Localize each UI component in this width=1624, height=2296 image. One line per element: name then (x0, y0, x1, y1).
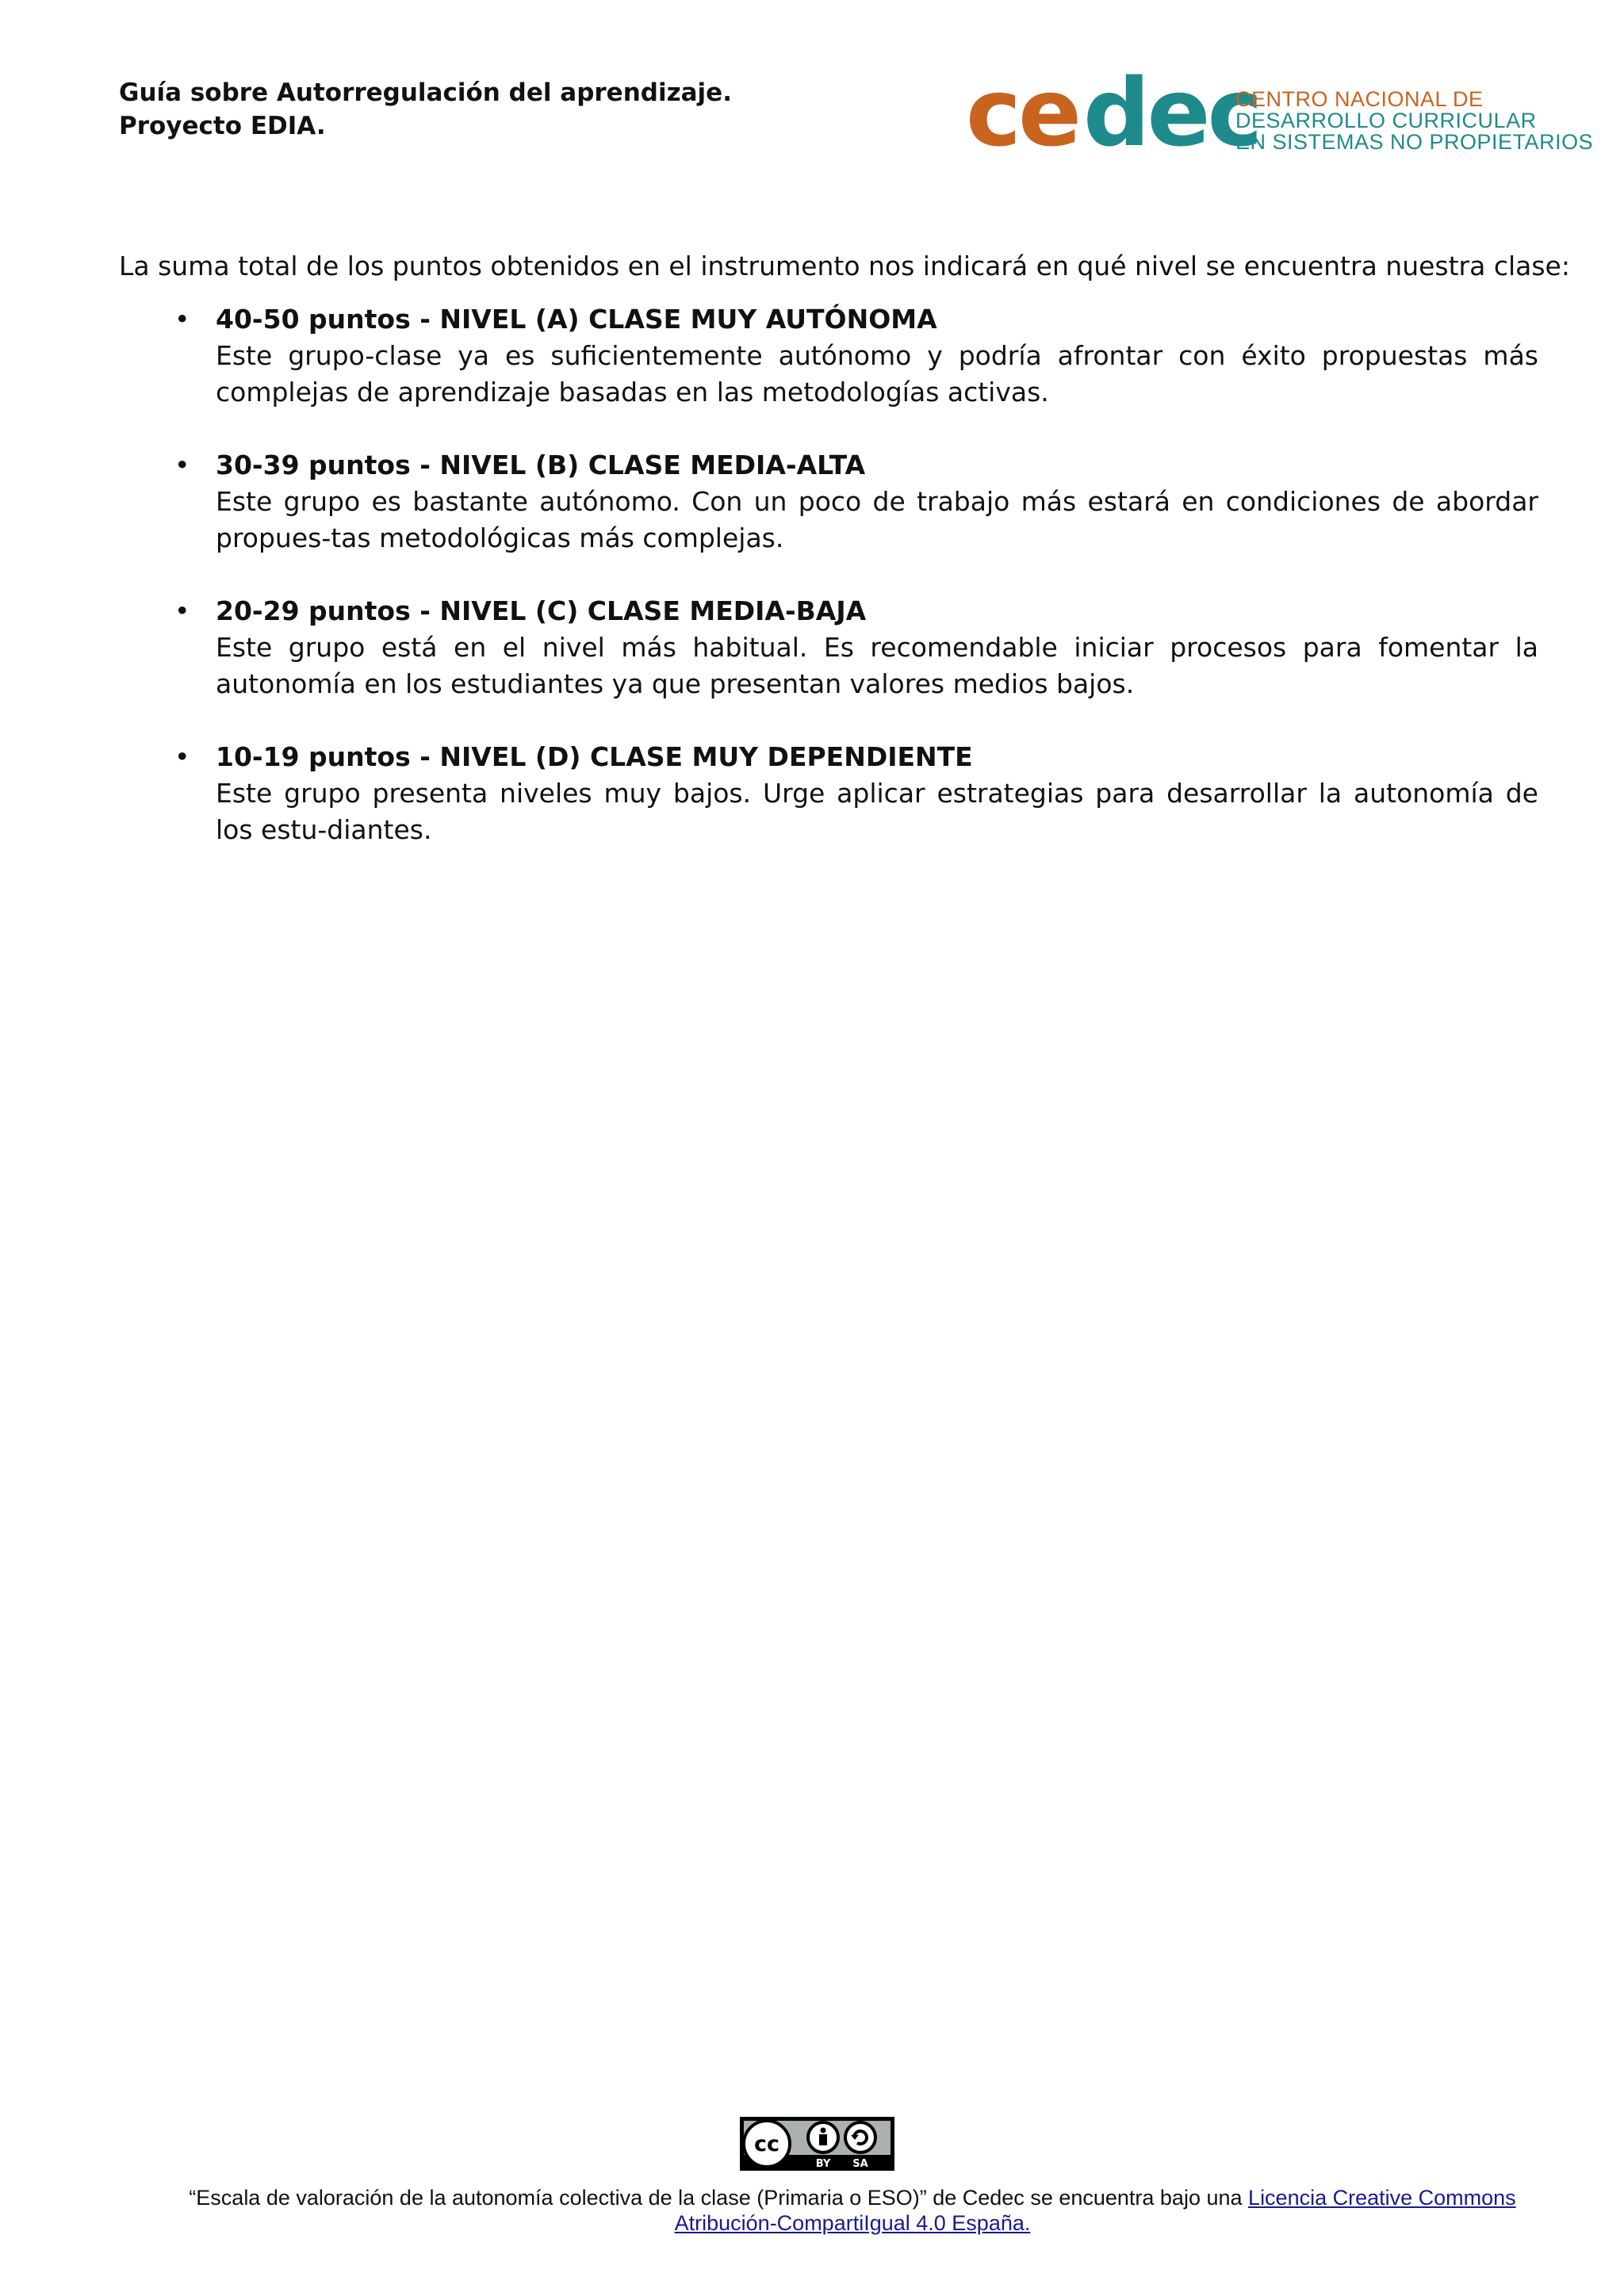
logo-word-part-1: ce (966, 58, 1078, 167)
sa-label: SA (852, 2158, 868, 2170)
list-item (119, 593, 1538, 702)
logo-caption-line-2: DESARROLLO CURRICULAR (1235, 109, 1537, 132)
level-heading: 10-19 puntos - NIVEL (D) CLASE MUY DEPENDIENTE (216, 741, 973, 772)
level-heading: 20-29 puntos - NIVEL (C) CLASE MEDIA-BAJA (216, 595, 867, 626)
level-description: Este grupo está en el nivel más habitual. Es recomendable iniciar procesos para fomentar la autonomía en los estudiantes ya que presentan valores medios bajos. (216, 632, 1538, 699)
document-header (119, 76, 732, 143)
level-heading: 30-39 puntos - NIVEL (B) CLASE MEDIA-ALTA (216, 450, 866, 480)
bullet-icon: • (174, 450, 190, 480)
cedec-logo (966, 58, 1594, 167)
bullet-icon: • (174, 595, 190, 626)
header-title-line-1: Guía sobre Autorregulación del aprendizaje. (119, 78, 732, 107)
bullet-icon: • (174, 741, 190, 772)
level-description: Este grupo presenta niveles muy bajos. Urge aplicar estrategias para desarrollar la autonomía de los estu-diantes. (216, 778, 1538, 845)
list-item (119, 739, 1538, 848)
by-label: BY (815, 2158, 831, 2170)
logo-word-part-2: dec (1083, 58, 1260, 167)
logo-caption-line-1: CENTRO NACIONAL DE (1235, 87, 1484, 111)
list-item (119, 301, 1538, 411)
cc-label: cc (753, 2132, 780, 2156)
level-description: Este grupo es bastante autónomo. Con un poco de trabajo más estará en condiciones de abordar propues-tas metodológicas más complejas. (216, 486, 1538, 553)
logo-caption-line-3: EN SISTEMAS NO PROPIETARIOS (1235, 130, 1594, 154)
intro-paragraph: La suma total de los puntos obtenidos en el instrumento nos indicará en qué nivel se encuentra nuestra clase: (119, 251, 1570, 281)
footer-text: “Escala de valoración de la autonomía colectiva de la clase (Primaria o ESO)” de Cedec se encuentra bajo una (189, 2186, 1243, 2210)
level-description: Este grupo-clase ya es suficientemente autónomo y podría afrontar con éxito propuestas más complejas de aprendizaje basadas en las metodologías activas. (216, 340, 1538, 408)
cedec-logo-caption (1235, 89, 1593, 153)
license-link-continued[interactable]: Atribución-CompartiIgual 4.0 España. (674, 2211, 1031, 2235)
header-title-line-2: Proyecto EDIA. (119, 112, 326, 140)
list-item (119, 447, 1538, 557)
license-link[interactable]: Licencia Creative Commons (1248, 2186, 1516, 2210)
creative-commons-by-sa-icon (739, 2116, 895, 2172)
level-heading: 40-50 puntos - NIVEL (A) CLASE MUY AUTÓNOMA (216, 304, 937, 335)
levels-list (119, 301, 1538, 885)
license-footer (119, 2185, 1586, 2236)
bullet-icon: • (174, 304, 190, 335)
